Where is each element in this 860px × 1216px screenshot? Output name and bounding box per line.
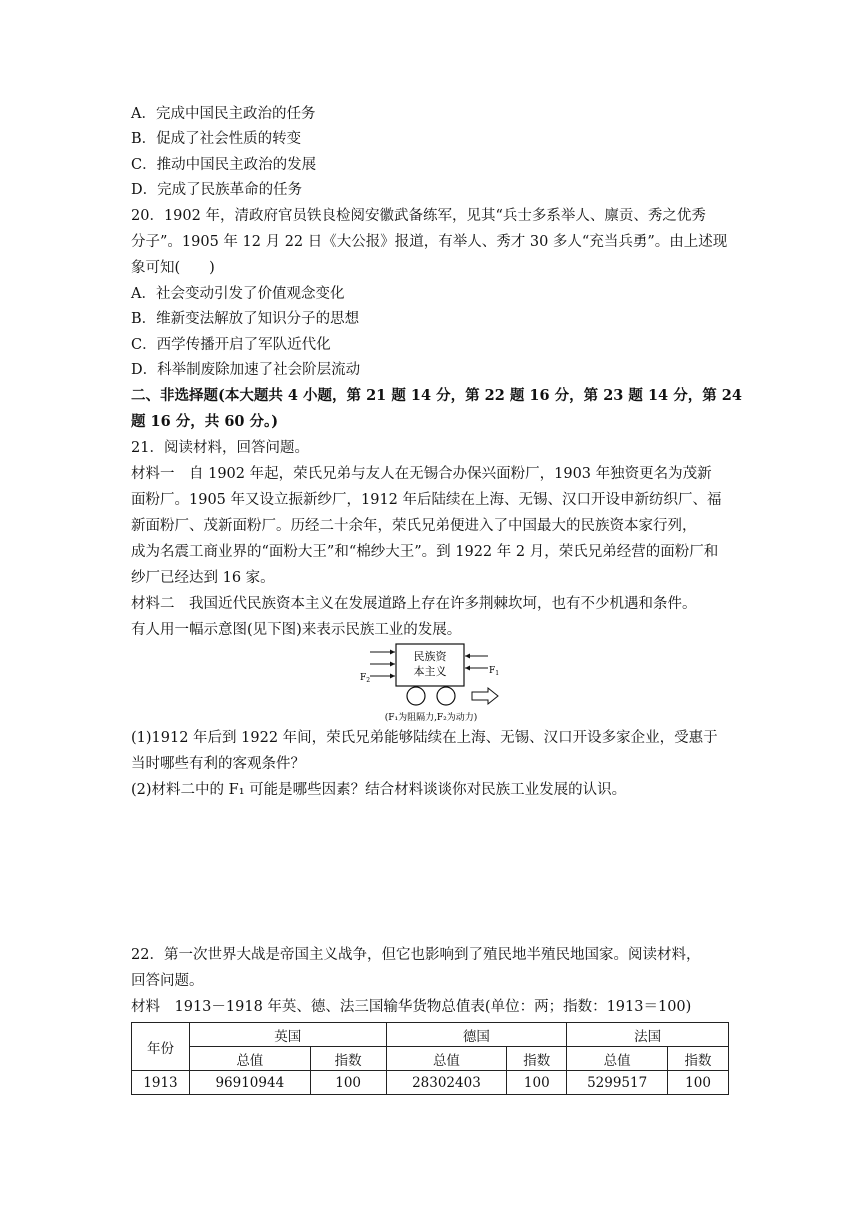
section2-heading-line-1: 二、非选择题(本大题共 4 小题，第 21 题 14 分，第 22 题 16 分，第 23 题 14 分，第 24	[131, 387, 742, 404]
year-header: 年份	[132, 1023, 190, 1071]
subheader-total: 总值	[567, 1047, 668, 1071]
q20-stem-line-3: 象可知( )	[131, 260, 215, 276]
cell-germany-index: 100	[507, 1071, 567, 1095]
box-label-line-1: 民族资	[413, 650, 447, 663]
q21-question-1-line-2: 当时哪些有利的客观条件？	[131, 756, 305, 772]
trade-value-table	[131, 1022, 729, 1095]
table-row	[132, 1071, 729, 1095]
subheader-total: 总值	[189, 1047, 310, 1071]
country-header-uk: 英国	[189, 1023, 386, 1047]
q21-question-1-line-1: (1)1912 年后到 1922 年间，荣氏兄弟能够陆续在上海、无锡、汉口开设多家企业，受惠于	[131, 730, 718, 746]
q20-option-a: A．社会变动引发了价值观念变化	[131, 286, 345, 302]
row-year: 1913	[132, 1071, 190, 1095]
q21-material2-line-1: 材料二 我国近代民族资本主义在发展道路上存在许多荆棘坎坷，也有不少机遇和条件。	[131, 596, 697, 612]
cell-germany-total: 28302403	[386, 1071, 507, 1095]
subheader-index: 指数	[310, 1047, 386, 1071]
q22-stem-line-1: 22．第一次世界大战是帝国主义战争，但它也影响到了殖民地半殖民地国家。阅读材料，	[131, 947, 701, 963]
q20-stem-line-1: 20．1902 年，清政府官员铁良检阅安徽武备练军，见其“兵士多系举人、廪贡、秀之优秀	[131, 208, 706, 224]
f2-label: $F_2$	[360, 673, 371, 684]
subheader-index: 指数	[668, 1047, 729, 1071]
q21-material2-line-2: 有人用一幅示意图(见下图)来表示民族工业的发展。	[131, 622, 462, 638]
country-header-germany: 德国	[386, 1023, 567, 1047]
subheader-total: 总值	[386, 1047, 507, 1071]
cell-france-index: 100	[668, 1071, 729, 1095]
section2-heading-line-2: 题 16 分，共 60 分。)	[131, 413, 279, 430]
q21-material1-line-4: 成为名震工商业界的“面粉大王”和“棉纱大王”。到 1922 年 2 月，荣氏兄弟经营的面粉厂和	[131, 544, 719, 560]
force-diagram	[358, 640, 504, 726]
q20-stem-line-2: 分子”。1905 年 12 月 22 日《大公报》报道，有举人、秀才 30 多人“充当兵勇”。由上述现	[131, 234, 728, 250]
country-header-france: 法国	[567, 1023, 729, 1047]
table-subheader-row	[132, 1047, 729, 1071]
q20-option-d: D．科举制废除加速了社会阶层流动	[131, 362, 361, 378]
q22-table-title: 材料 1913－1918 年英、德、法三国输华货物总值表(单位：两；指数：1913＝100)	[131, 999, 692, 1015]
wheel-left	[407, 687, 425, 705]
q22-stem-line-2: 回答问题。	[131, 973, 204, 989]
cell-uk-total: 96910944	[189, 1071, 310, 1095]
diagram-caption: (F₁为阻隔力,F₂为动力)	[384, 713, 478, 723]
wheel-right	[437, 687, 455, 705]
q21-intro: 21．阅读材料，回答问题。	[131, 440, 309, 456]
direction-arrow-icon	[472, 688, 498, 704]
q21-material1-line-3: 新面粉厂、茂新面粉厂。历经二十余年，荣氏兄弟便进入了中国最大的民族资本家行列，	[131, 518, 697, 534]
table-header-row	[132, 1023, 729, 1047]
option-b-prev: B．促成了社会性质的转变	[131, 131, 302, 147]
subheader-index: 指数	[507, 1047, 567, 1071]
q21-material1-line-2: 面粉厂。1905 年又设立振新纱厂，1912 年后陆续在上海、无锡、汉口开设申新纺织厂、福	[131, 492, 722, 508]
box-label-line-2: 本主义	[413, 665, 447, 678]
q20-option-b: B．维新变法解放了知识分子的思想	[131, 311, 360, 327]
q21-question-2: (2)材料二中的 F₁ 可能是哪些因素？结合材料谈谈你对民族工业发展的认识。	[131, 782, 627, 798]
cell-france-total: 5299517	[567, 1071, 668, 1095]
option-a-prev: A．完成中国民主政治的任务	[131, 106, 316, 122]
q21-material1-line-5: 纱厂已经达到 16 家。	[131, 570, 275, 586]
f1-label: $F_1$	[489, 666, 500, 677]
q21-material1-line-1: 材料一 自 1902 年起，荣氏兄弟与友人在无锡合办保兴面粉厂，1903 年独资更名为茂新	[131, 466, 712, 482]
option-d-prev: D．完成了民族革命的任务	[131, 182, 303, 198]
option-c-prev: C．推动中国民主政治的发展	[131, 157, 317, 173]
q20-option-c: C．西学传播开启了军队近代化	[131, 337, 331, 353]
cell-uk-index: 100	[310, 1071, 386, 1095]
